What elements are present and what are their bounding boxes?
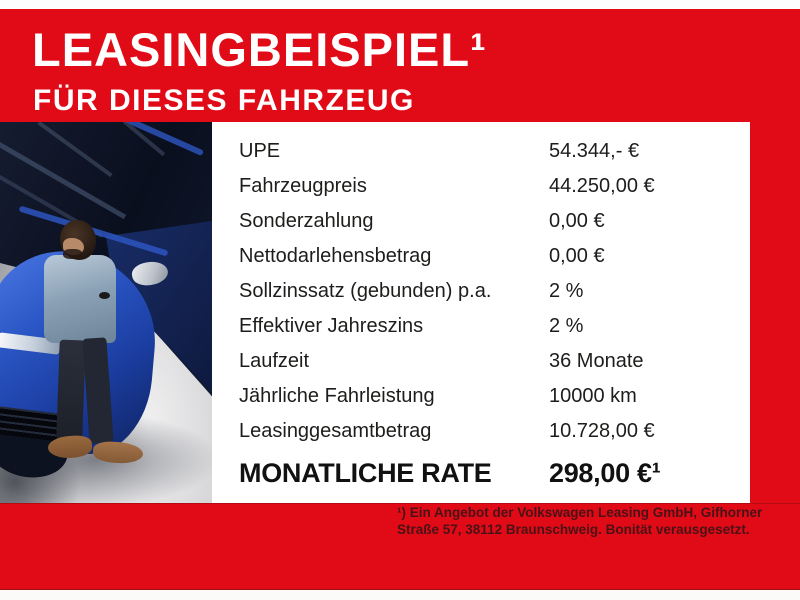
footnote — [397, 505, 762, 538]
table-row-label: Fahrzeugpreis — [239, 175, 367, 197]
table-row — [212, 414, 750, 449]
man-beard — [63, 249, 82, 259]
table-row — [212, 134, 750, 169]
footnote-line2: Straße 57, 38112 Braunschweig. Bonität verausgesetzt. — [397, 521, 750, 537]
table-row-label: Laufzeit — [239, 350, 310, 372]
header-red-band — [0, 9, 800, 123]
bottom-white-strip — [0, 590, 800, 600]
table-row — [212, 169, 750, 204]
table-row-label: Sollzinssatz (gebunden) p.a. — [239, 280, 492, 302]
table-row-label: Leasinggesamtbetrag — [239, 420, 432, 442]
table-row-value: 2 % — [549, 280, 584, 302]
table-row-label: UPE — [239, 140, 281, 162]
monthly-rate-label: MONATLICHE RATE — [239, 457, 492, 488]
man-hand — [99, 292, 110, 299]
table-row — [212, 274, 750, 309]
table-row-value: 54.344,- € — [549, 140, 640, 162]
footnote-line1: ¹) Ein Angebot der Volkswagen Leasing GmbH, Gifhorner — [397, 505, 763, 520]
table-row-value: 0,00 € — [549, 245, 605, 267]
table-row-label: Jährliche Fahrleistung — [239, 385, 435, 407]
table-row-label: Sonderzahlung — [239, 210, 374, 232]
table-row-value: 0,00 € — [549, 210, 605, 232]
table-row-label: Nettodarlehensbetrag — [239, 245, 432, 267]
vehicle-photo — [0, 122, 212, 503]
monthly-rate-row — [212, 449, 750, 497]
table-row-value: 10000 km — [549, 385, 637, 407]
ad-subtitle: FÜR DIESES FAHRZEUG — [33, 84, 415, 117]
monthly-rate-value: 298,00 €¹ — [549, 457, 661, 488]
table-row-value: 36 Monate — [549, 350, 644, 372]
table-row — [212, 239, 750, 274]
leasing-table-panel — [212, 122, 750, 503]
right-red-strip — [750, 122, 800, 503]
man-leg — [56, 340, 85, 441]
top-white-strip — [0, 0, 800, 9]
table-row — [212, 379, 750, 414]
table-row — [212, 309, 750, 344]
ad-title: LEASINGBEISPIEL¹ — [32, 23, 487, 76]
table-row-value: 2 % — [549, 315, 584, 337]
man-denim-jacket — [44, 255, 116, 343]
table-row — [212, 204, 750, 239]
table-row — [212, 344, 750, 379]
table-row-value: 44.250,00 € — [549, 175, 655, 197]
table-row-value: 10.728,00 € — [549, 420, 655, 442]
table-row-label: Effektiver Jahreszins — [239, 315, 424, 337]
